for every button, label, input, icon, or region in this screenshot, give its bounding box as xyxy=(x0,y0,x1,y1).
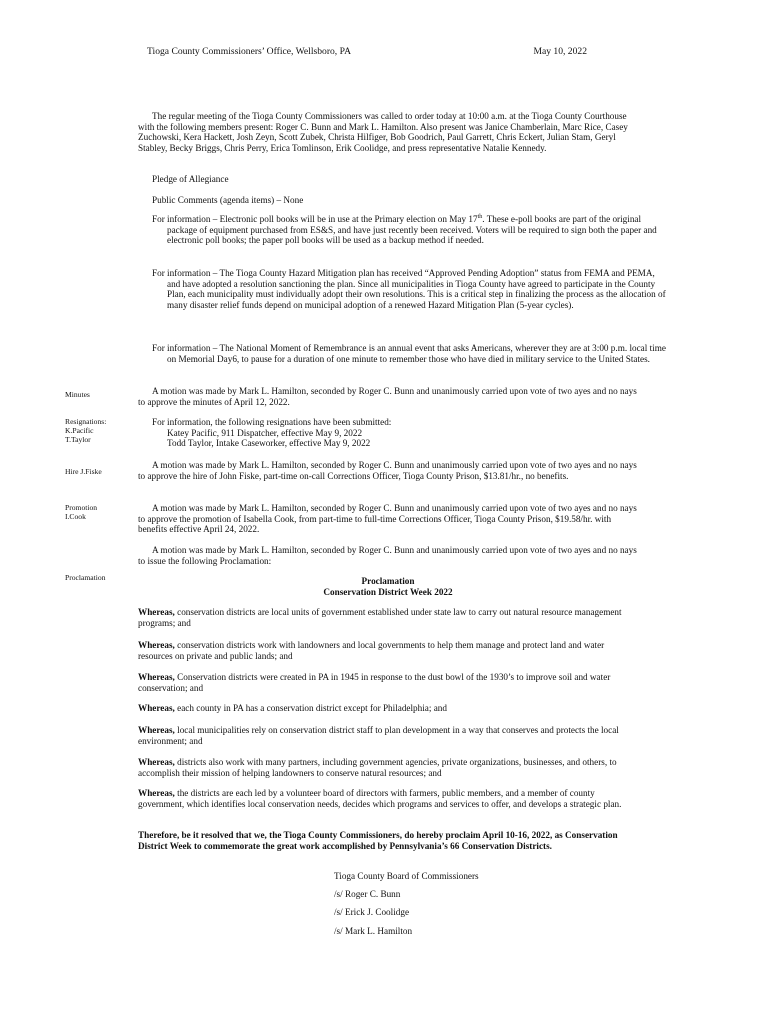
intro-paragraph: The regular meeting of the Tioga County Commissioners was called to order today at 10:00 a.m. at the Tioga County Courthouse with the following members present: Roger C. Bunn and Mark L. Hamilton. Also present was Janice Chamberlain, Marc Rice, Casey Zuchowski, Kera Hackett, Josh Zeyn, Scott Zubek, Christa Hilfiger, Bob Goodrich, Paul Garrett, Chris Eckert, Julian Stam, Geryl Stabley, Becky Briggs, Chris Perry, Erica Tomlinson, Erik Coolidge, and press representative Natalie Kennedy. xyxy=(138,111,628,153)
margin-resignation-taylor: T.Taylor xyxy=(65,435,91,444)
whereas-label: Whereas, xyxy=(138,788,175,798)
resignation-pacific: Katey Pacific, 911 Dispatcher, effective May 9, 2022 xyxy=(167,427,363,438)
minutes-motion: A motion was made by Mark L. Hamilton, seconded by Roger C. Bunn and unanimously carried upon vote of two ayes and no nays to approve the minutes of April 12, 2022. xyxy=(138,386,637,407)
margin-label-promotion xyxy=(65,503,135,521)
signature-bunn: /s/ Roger C. Bunn xyxy=(334,889,401,900)
proclamation-resolution: Therefore, be it resolved that we, the Tioga County Commissioners, do hereby proclaim April 10-16, 2022, as Conservation District Week to commemorate the great work accomplished by Pennsylvania’s 66 Conservation Districts. xyxy=(138,830,618,851)
proclamation-motion: A motion was made by Mark L. Hamilton, seconded by Roger C. Bunn and unanimously carried upon vote of two ayes and no nays to issue the following Proclamation: xyxy=(138,545,637,566)
poll-books-sup: th xyxy=(477,213,483,220)
whereas-text: conservation districts are local units of government established under state law to carry out natural resource management programs; and xyxy=(138,607,622,628)
info-poll-books xyxy=(138,214,667,246)
whereas-text: districts also work with many partners, including government agencies, private organizations, businesses, and others, to accomplish their mission of helping landowners to conserve natural resources; and xyxy=(138,757,617,778)
whereas-label: Whereas, xyxy=(138,725,175,735)
whereas-2 xyxy=(138,640,638,661)
whereas-text: local municipalities rely on conservation district staff to plan development in a way that conserves and protects the local environment; and xyxy=(138,725,619,746)
public-comments-line: Public Comments (agenda items) – None xyxy=(152,195,304,205)
proclamation-subtitle: Conservation District Week 2022 xyxy=(323,586,453,597)
whereas-label: Whereas, xyxy=(138,703,175,713)
poll-books-text-a: For information – Electronic poll books will be in use at the Primary election on May 17 xyxy=(152,214,478,224)
whereas-3 xyxy=(138,672,638,693)
whereas-text: each county in PA has a conservation district except for Philadelphia; and xyxy=(177,703,447,713)
proclamation-title: Proclamation xyxy=(361,576,415,586)
info-hazard-mitigation: For information – The Tioga County Hazard Mitigation plan has received “Approved Pending Adoption” status from FEMA and PEMA, and have adopted a resolution sanctioning the plan. Since all municipalities in Tioga County have agreed to participate in the County Plan, each municipality must individually adopt their own resolutions. This is a critical step in finalizing the process as the allocation of many disaster relief funds depend on municipal adoption of a renewed Hazard Mitigation Plan (5-year cycles). xyxy=(152,268,666,310)
whereas-4 xyxy=(138,703,638,714)
whereas-5 xyxy=(138,725,638,746)
whereas-label: Whereas, xyxy=(138,672,175,682)
margin-resignation-pacific: K.Pacific xyxy=(65,426,94,435)
signature-coolidge: /s/ Erick J. Coolidge xyxy=(334,907,410,918)
poll-books-text-b: . These e-poll books are part of the original package of equipment purchased from ES&S, and have just recently been received. Voters will be required to sign both the paper and electronic poll books; the paper poll books will be used as a backup method if needed. xyxy=(167,214,657,246)
board-name: Tioga County Board of Commissioners xyxy=(334,871,479,881)
office-name: Tioga County Commissioners’ Office, Wellsboro, PA xyxy=(147,46,351,57)
proclamation-heading xyxy=(138,576,638,597)
info-remembrance: For information – The National Moment of Remembrance is an annual event that asks Americans, wherever they are at 3:00 p.m. local time on Memorial Day6, to pause for a duration of one minute to remember those who have died in military service to the United States. xyxy=(152,343,666,364)
resignations-intro: For information, the following resignations have been submitted: xyxy=(152,417,392,427)
whereas-6 xyxy=(138,757,638,778)
margin-promotion-cook: I.Cook xyxy=(65,512,86,521)
hire-motion: A motion was made by Mark L. Hamilton, seconded by Roger C. Bunn and unanimously carried upon vote of two ayes and no nays to approve the hire of John Fiske, part-time on-call Corrections Officer, Tioga County Prison, $13.81/hr., no benefits. xyxy=(138,460,637,481)
whereas-label: Whereas, xyxy=(138,640,175,650)
whereas-label: Whereas, xyxy=(138,757,175,767)
signature-hamilton: /s/ Mark L. Hamilton xyxy=(334,925,413,936)
margin-label-hire: Hire J.Fiske xyxy=(65,467,102,476)
margin-label-resignations xyxy=(65,417,135,444)
margin-promotion-title: Promotion xyxy=(65,503,98,512)
resignation-taylor: Todd Taylor, Intake Caseworker, effective May 9, 2022 xyxy=(167,438,371,449)
margin-resignations-title: Resignations: xyxy=(65,417,107,426)
pledge-line: Pledge of Allegiance xyxy=(152,174,229,184)
whereas-7 xyxy=(138,788,638,809)
resignations-block xyxy=(138,417,638,449)
page-header xyxy=(147,47,587,58)
whereas-label: Whereas, xyxy=(138,607,175,617)
whereas-text: Conservation districts were created in PA in 1945 in response to the dust bowl of the 1930’s to improve soil and water conservation; and xyxy=(138,672,611,693)
promotion-motion: A motion was made by Mark L. Hamilton, seconded by Roger C. Bunn and unanimously carried upon vote of two ayes and no nays to approve the promotion of Isabella Cook, from part-time to full-time Corrections Officer, Tioga County Prison, $19.58/hr. with benefits effective April 24, 2022. xyxy=(138,503,637,535)
signature-block xyxy=(334,871,594,944)
margin-label-proclamation: Proclamation xyxy=(65,573,106,582)
whereas-text: the districts are each led by a volunteer board of directors with farmers, public members, and a member of county government, which identifies local conservation needs, decides which programs and services to offer, and develops a strategic plan. xyxy=(138,788,622,809)
whereas-text: conservation districts work with landowners and local governments to help them manage and protect land and water resources on private and public lands; and xyxy=(138,640,605,661)
whereas-1 xyxy=(138,607,638,628)
margin-label-minutes: Minutes xyxy=(65,390,90,399)
meeting-date: May 10, 2022 xyxy=(533,46,587,57)
